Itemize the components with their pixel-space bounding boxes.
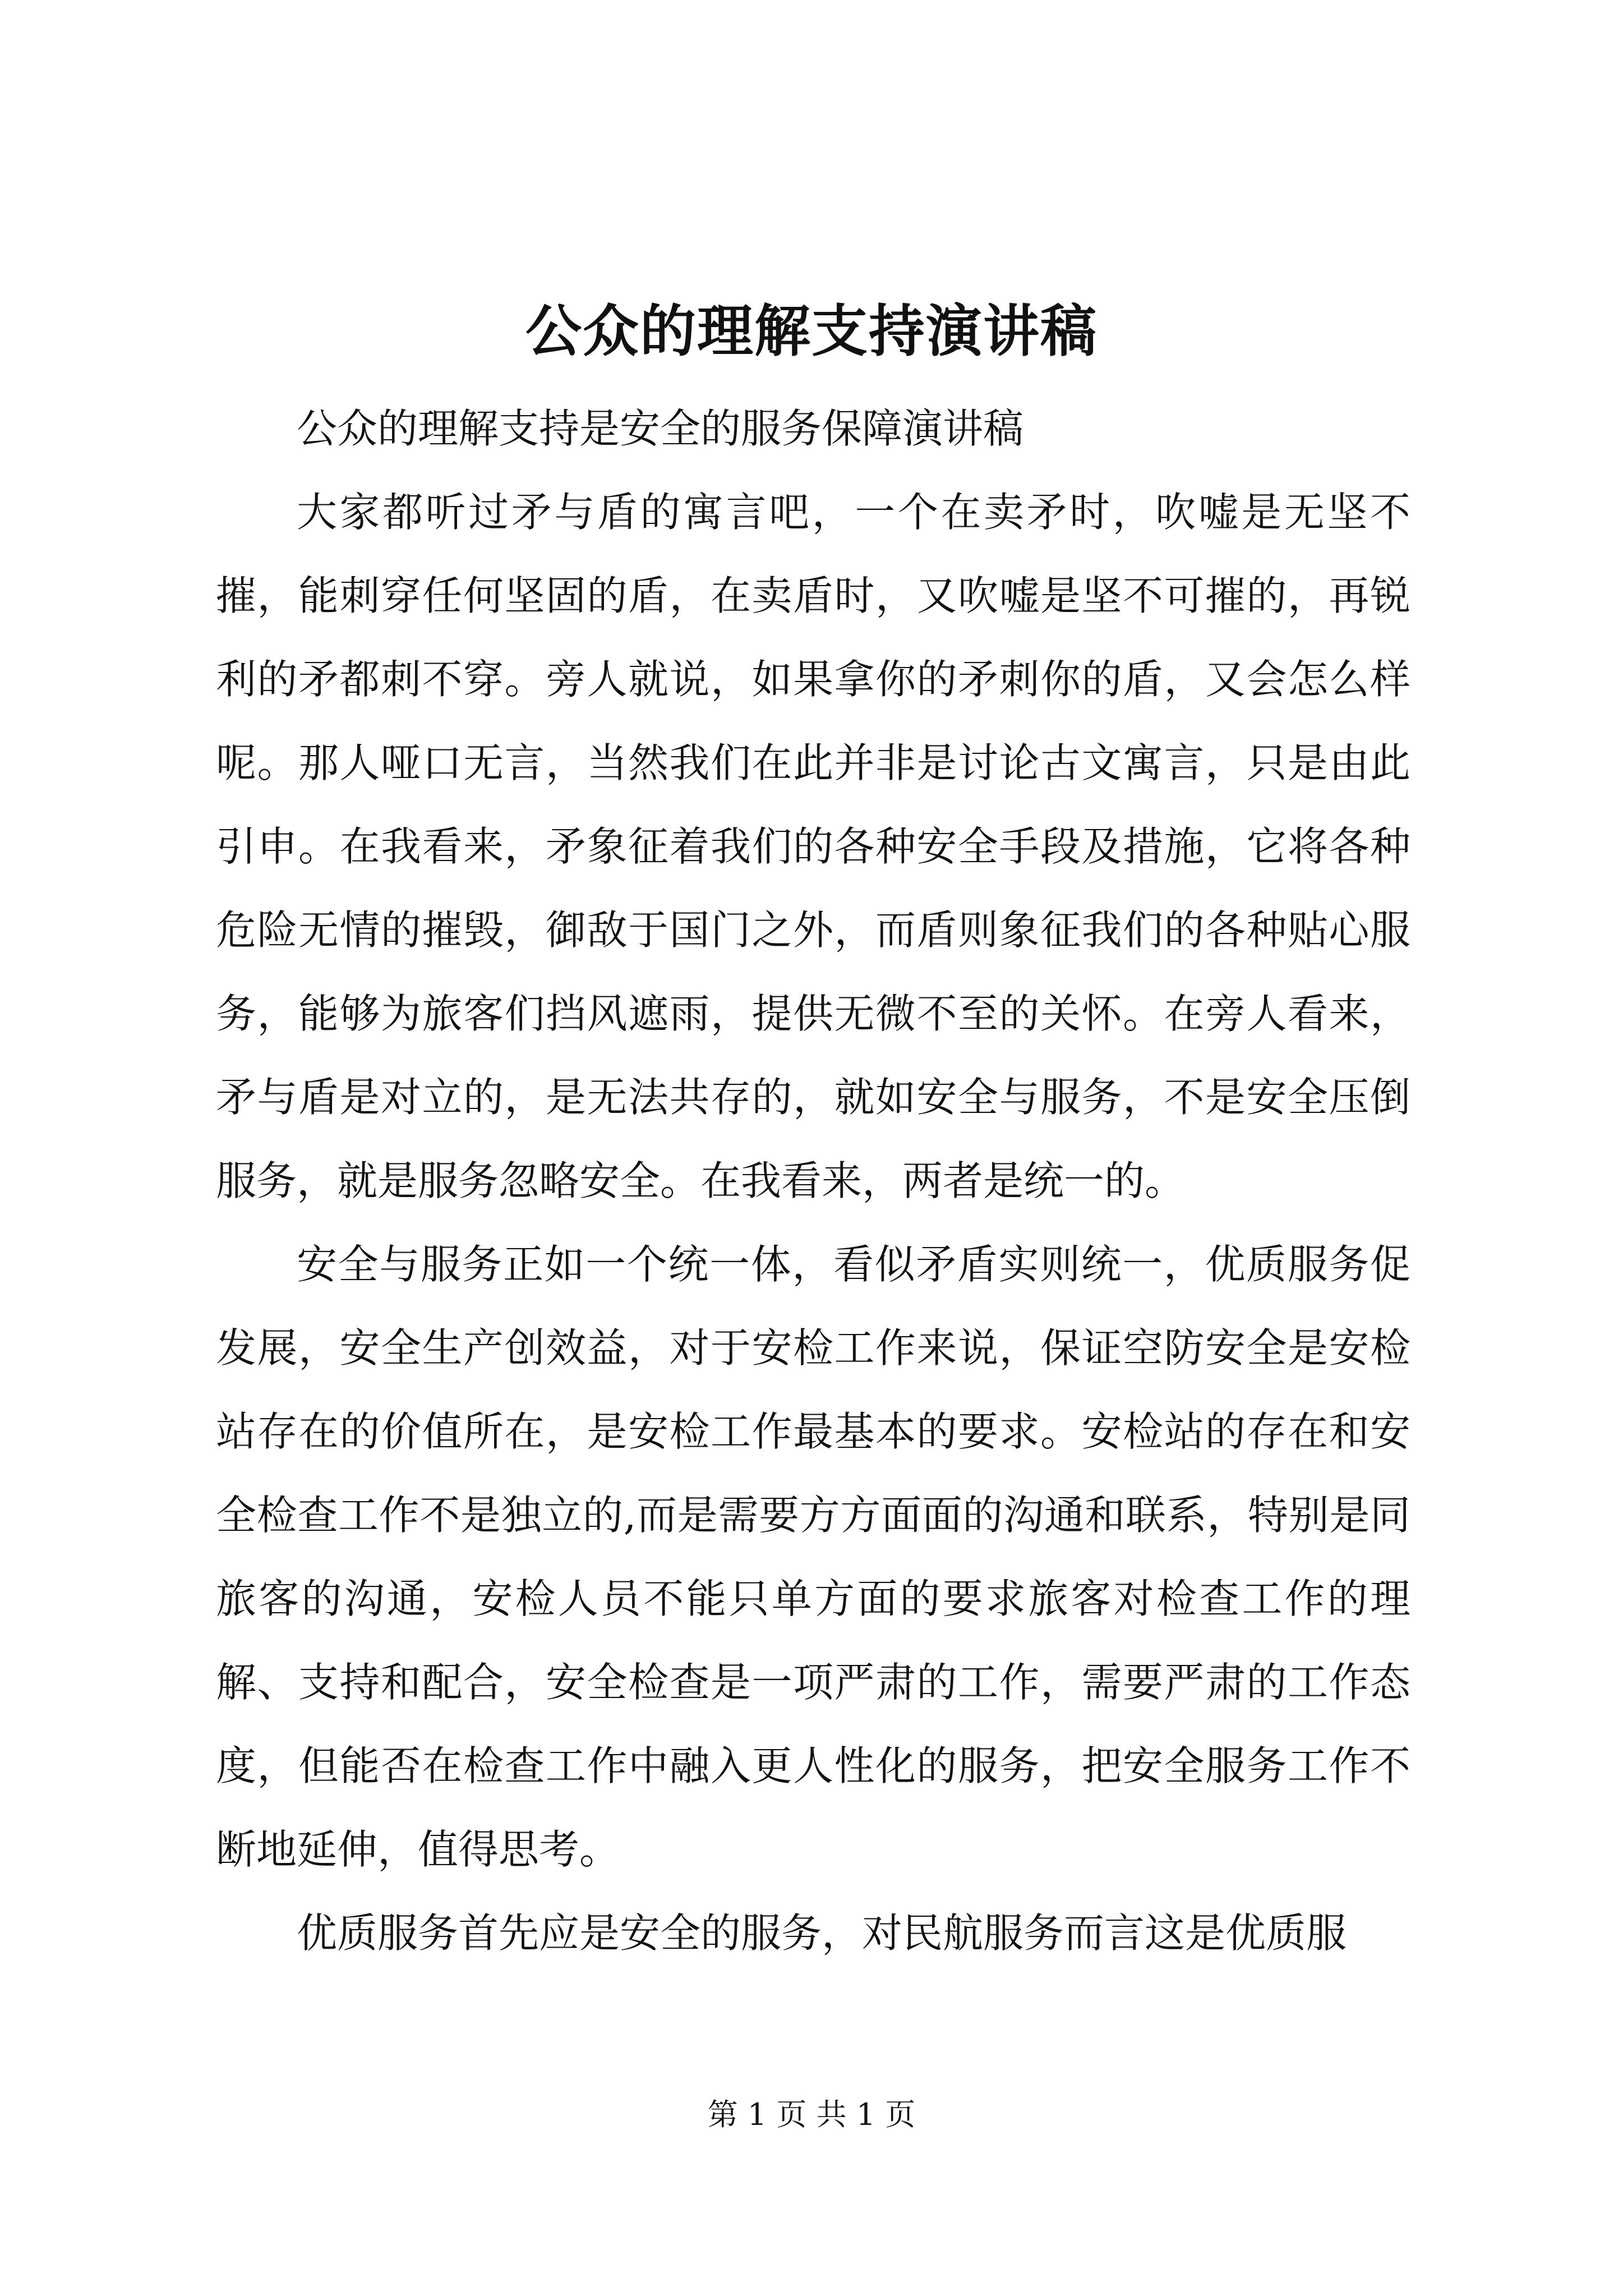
document-title: 公众的理解支持演讲稿 bbox=[525, 298, 1098, 364]
body-paragraph: 大家都听过矛与盾的寓言吧，一个在卖矛时，吹嘘是无坚不摧，能刺穿任何坚固的盾，在卖盾时，又吹嘘是坚不可摧的，再锐利的矛都刺不穿。旁人就说，如果拿你的矛刺你的盾，又会怎么样呢。那人哑口无言，当然我们在此并非是讨论古文寓言，只是由此引申。在我看来，矛象征着我们的各种安全手段及措施，它将各种危险无情的摧毁，御敌于国门之外，而盾则象征我们的各种贴心服务，能够为旅客们挡风遮雨，提供无微不至的关怀。在旁人看来，矛与盾是对立的，是无法共存的，就如安全与服务，不是安全压倒服务，就是服务忽略安全。在我看来，两者是统一的。 bbox=[216, 489, 1410, 1204]
document-body bbox=[216, 387, 1410, 1975]
subtitle-paragraph: 公众的理解支持是安全的服务保障演讲稿 bbox=[297, 405, 1024, 452]
body-paragraph: 优质服务首先应是安全的服务，对民航服务而言这是优质服 bbox=[297, 1910, 1347, 1957]
body-paragraph: 安全与服务正如一个统一体，看似矛盾实则统一，优质服务促发展，安全生产创效益，对于安检工作来说，保证空防安全是安检站存在的价值所在，是安检工作最基本的要求。安检站的存在和安全检查工作不是独立的,而是需要方方面面的沟通和联系，特别是同旅客的沟通，安检人员不能只单方面的要求旅客对检查工作的理解、支持和配合，安全检查是一项严肃的工作，需要严肃的工作态度，但能否在检查工作中融入更人性化的服务，把安全服务工作不断地延伸，值得思考。 bbox=[216, 1241, 1410, 1873]
page-footer: 第 1 页 共 1 页 bbox=[707, 2097, 916, 2132]
